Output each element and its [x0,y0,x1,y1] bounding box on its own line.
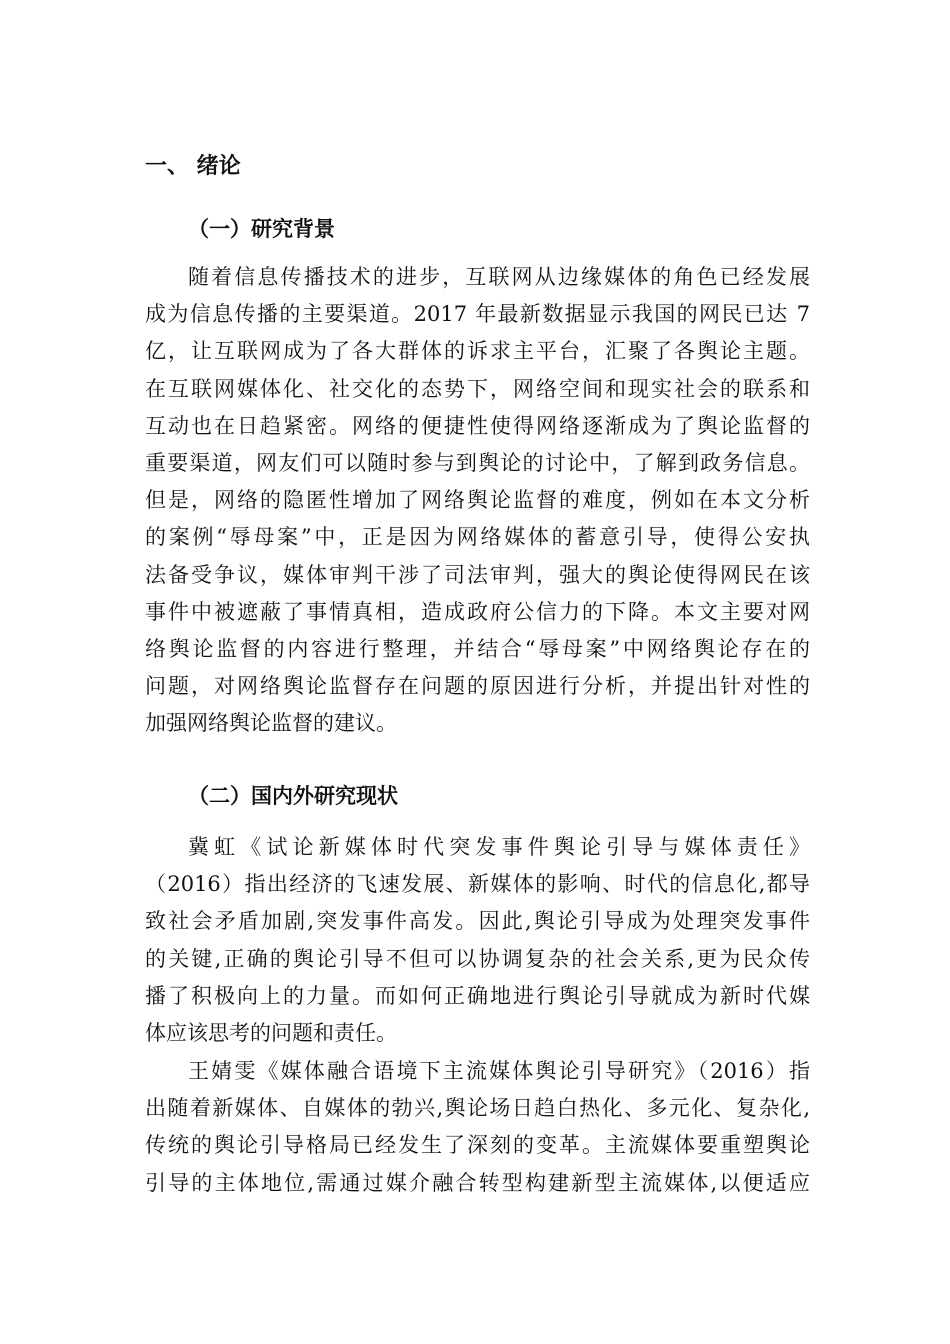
text-line: 播了积极向上的力量。而如何正确地进行舆论引导就成为新时代媒 [145,983,810,1008]
text-line: 王婧雯《媒体融合语境下主流媒体舆论引导研究》（2016）指 [188,1059,810,1083]
text-line: 致社会矛盾加剧,突发事件高发。因此,舆论引导成为处理突发事件 [145,909,810,934]
text-line: （2016）指出经济的飞速发展、新媒体的影响、时代的信息化,都导 [145,872,810,897]
text-line: 引导的主体地位,需通过媒介融合转型构建新型主流媒体,以便适应 [145,1170,810,1195]
paragraph-jihong [145,829,810,1052]
subsection-title-research-status: （二）国内外研究现状 [188,784,398,808]
text-line: 问题，对网络舆论监督存在问题的原因进行分析，并提出针对性的 [145,674,810,699]
paragraph-background [145,259,810,742]
text-line: 亿，让互联网成为了各大群体的诉求主平台，汇聚了各舆论主题。 [145,339,810,364]
text-line: 加强网络舆论监督的建议。 [145,711,397,736]
text-line: 体应该思考的问题和责任。 [145,1020,397,1045]
text-line: 互动也在日趋紧密。网络的便捷性使得网络逐渐成为了舆论监督的 [145,413,810,438]
text-line: 的案例“辱母案”中，正是因为网络媒体的蓄意引导，使得公安执 [145,525,810,550]
text-line: 成为信息传播的主要渠道。2017 年最新数据显示我国的网民已达 7 [145,302,810,327]
text-line: 重要渠道，网友们可以随时参与到舆论的讨论中，了解到政务信息。 [145,450,810,475]
text-line: 传统的舆论引导格局已经发生了深刻的变革。主流媒体要重塑舆论 [145,1133,810,1158]
text-line: 的关键,正确的舆论引导不但可以协调复杂的社会关系,更为民众传 [145,946,810,971]
paragraph-wangjingwen [145,1053,810,1202]
text-line: 法备受争议，媒体审判干涉了司法审判，强大的舆论使得网民在该 [145,562,810,587]
text-line: 在互联网媒体化、社交化的态势下，网络空间和现实社会的联系和 [145,376,810,401]
text-line: 事件中被遮蔽了事情真相，造成政府公信力的下降。本文主要对网 [145,599,810,624]
text-line: 但是，网络的隐匿性增加了网络舆论监督的难度，例如在本文分析 [145,488,810,513]
section-title: 一、 绪论 [145,154,241,179]
subsection-title-background: （一）研究背景 [188,217,335,241]
text-line: 络舆论监督的内容进行整理，并结合“辱母案”中网络舆论存在的 [145,636,810,661]
text-line: 出随着新媒体、自媒体的勃兴,舆论场日趋白热化、多元化、复杂化, [145,1096,810,1121]
text-line: 随着信息传播技术的进步，互联网从边缘媒体的角色已经发展 [188,265,810,289]
text-line: 冀虹《试论新媒体时代突发事件舆论引导与媒体责任》 [188,835,810,859]
